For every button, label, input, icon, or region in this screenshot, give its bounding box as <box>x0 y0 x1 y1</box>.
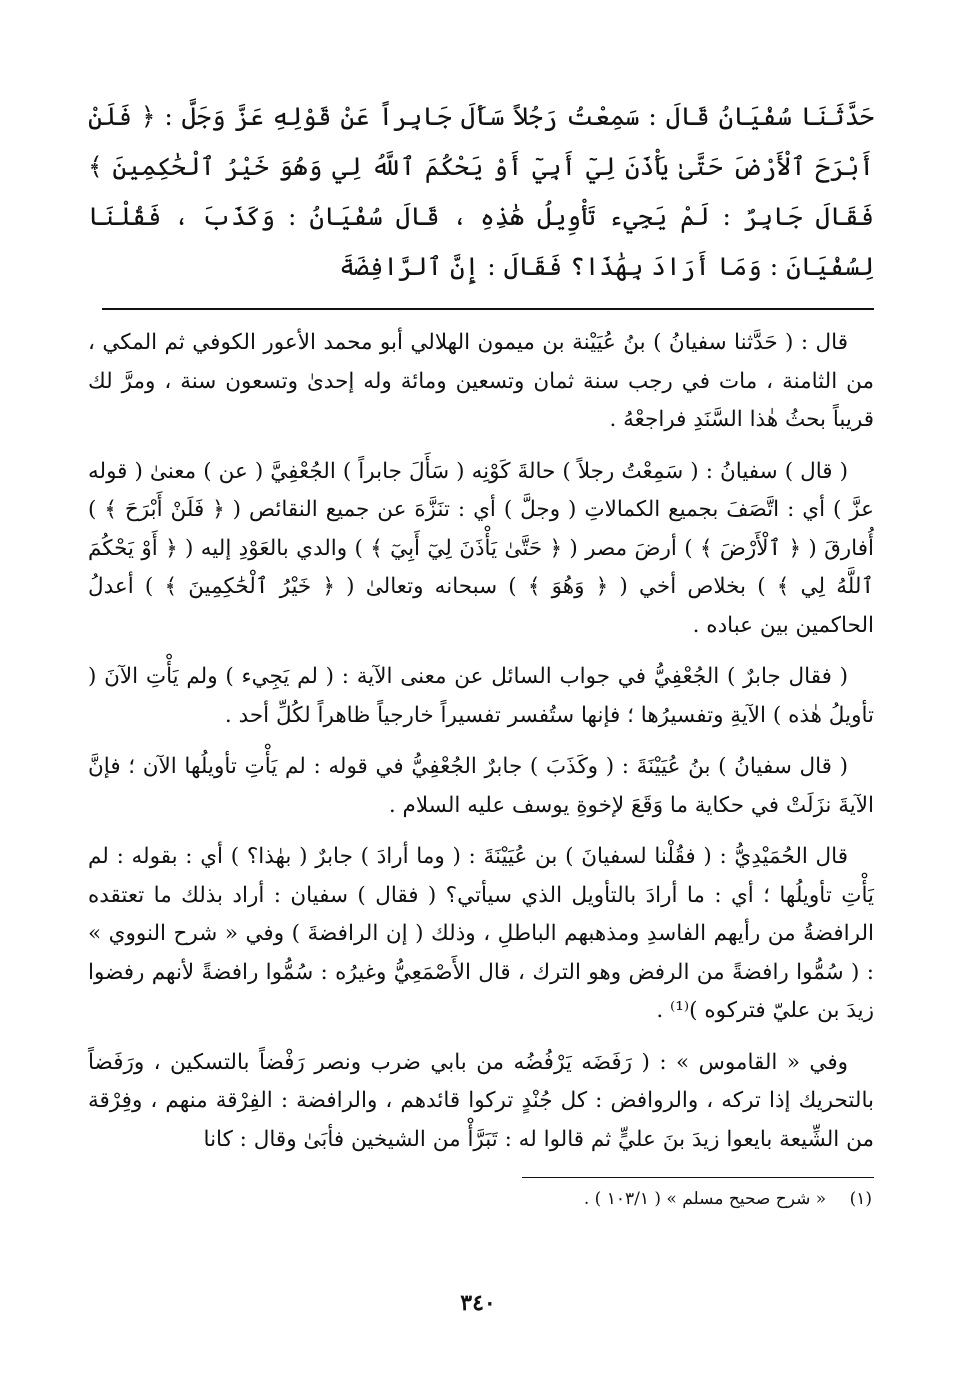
commentary-paragraph: ( قال ) سفيانُ : ( سَمِعْتُ رجلاً ) حالةَ كَوْنِه ( سَأَلَ جابراً ) الجُعْفِيَّ ( عن ) معنىٰ ( قوله عزَّ ) أي : اتَّصَفَ بجميع الكمالاتِ ( وجلَّ ) أي : تنَزَّهَ عن جميع النقائص ( ﴿ فَلَنْ أَبْرَحَ ﴾ ) أُفارقَ ( ﴿ ٱلْأَرْضَ ﴾ ) أرضَ مصر ( ﴿ حَتَّىٰ يَأْذَنَ لِيٓ أَبِيٓ ﴾ ) والدي بالعَوْدِ إليه ( ﴿ أَوْ يَحْكُمَ ٱللَّهُ لِي ﴾ ) بخلاص أخي ( ﴿ وَهُوَ ﴾ ) سبحانه وتعالىٰ ( ﴿ خَيْرُ ٱلْحَٰكِمِينَ ﴾ ) أعدلُ الحاكمين بين عباده . <box>88 458 874 638</box>
commentary-paragraph: ( قال سفيانُ ) بنُ عُيَيْنَةَ : ( وكَذَبَ ) جابرٌ الجُعْفِيُّ في قوله : لم يَأْتِ تأويلُها الآن ؛ فإنَّ الآيةَ نزَلَتْ في حكاية ما وَقَعَ لإخوةِ يوسف عليه السلام . <box>88 754 874 818</box>
footnote-divider <box>522 1177 874 1178</box>
commentary-paragraph: قال : ( حَدَّثنا سفيانُ ) بنُ عُيَيْنة بن ميمون الهلالي أبو محمد الأعور الكوفي ثم المكي ، من الثامنة ، مات في رجب سنة ثمان وتسعين ومائة وله إحدىٰ وتسعون سنة ، ومرَّ لك قريباً بحثُ هٰذا السَّنَدِ فراجعْهُ . <box>88 330 874 432</box>
footnote-text: « شرح صحيح مسلم » ( ١٠٣/١ ) . <box>583 1189 827 1209</box>
commentary-paragraph: وفي « القاموس » : ( رَفَضَه يَرْفُضُه من بابي ضرب ونصر رَفْضاً بالتسكين ، ورَفَضاً بالتحريك إذا تركه ، والروافض : كل جُنْدٍ تركوا قائدهم ، والرافضة : الفِرْقة منهم ، وفِرْقة من الشِّيعة بايعوا زيدَ بنَ عليٍّ ثم قالوا له : تَبَرَّأْ من الشيخين فأبَىٰ وقال : كانا <box>88 1049 874 1152</box>
book-page <box>88 92 874 1214</box>
footnote-number: (١) <box>849 1189 872 1209</box>
footnote <box>88 1184 874 1214</box>
page-number: ٣٤٠ <box>460 1290 496 1316</box>
hadith-text: حَدَّثَنَا سُفْيَانُ قَالَ : سَمِعْتُ رَجُلاً سَأَلَ جَابِراً عَنْ قَوْلِهِ عَزَّ وَجَلَّ : ﴿ فَلَنْ أَبْرَحَ ٱلْأَرْضَ حَتَّىٰ يَأْذَنَ لِيٓ أَبِيٓ أَوْ يَحْكُمَ ٱللَّهُ لِي وَهُوَ خَيْرُ ٱلْحَٰكِمِينَ ﴾ فَقَالَ جَابِرٌ : لَمْ يَجِيء تَأْوِيلُ هَٰذِهِ ، قَالَ سُفْيَانُ : وَكَذَبَ ، فَقُلْنَا لِسُفْيَانَ : وَمَا أَرَادَ بِهَٰذَا؟ فَقَالَ : إِنَّ ٱلرَّافِضَةَ <box>88 102 874 281</box>
commentary-paragraph: قال الحُمَيْدِيُّ : ( فقُلْنا لسفيانَ ) بن عُيَيْنَةَ : ( وما أرادَ ) جابرٌ ( بهٰذا؟ ) أي : بقوله : لم يَأْتِ تأويلُها ؛ أي : ما أرادَ بالتأويل الذي سيأتي؟ ( فقال ) سفيان : أراد بذلك ما تعتقده الرافضةُ من رأيهم الفاسدِ ومذهبهم الباطلِ ، وذلك ( إن الرافضةَ ) وفي « شرح النووي » : ( سُمُّوا رافضةً من الرفض وهو الترك ، قال الأَصْمَعِيُّ وغيرُه : سُمُّوا رافضةً لأنهم رفضوا زيدَ بن عليّ فتركوه )⁽¹⁾ . <box>88 844 874 1023</box>
main-text-divider <box>102 308 874 310</box>
commentary-section <box>88 324 874 1159</box>
commentary-paragraph: ( فقال جابرٌ ) الجُعْفِيُّ في جواب السائل عن معنى الآية : ( لم يَجِيء ) ولم يَأْتِ الآنَ ( تأويلُ هٰذه ) الآيةِ وتفسيرُها ؛ فإنها ستُفسر تفسيراً خارجياً ظاهراً لكُلِّ أحد . <box>88 664 874 728</box>
